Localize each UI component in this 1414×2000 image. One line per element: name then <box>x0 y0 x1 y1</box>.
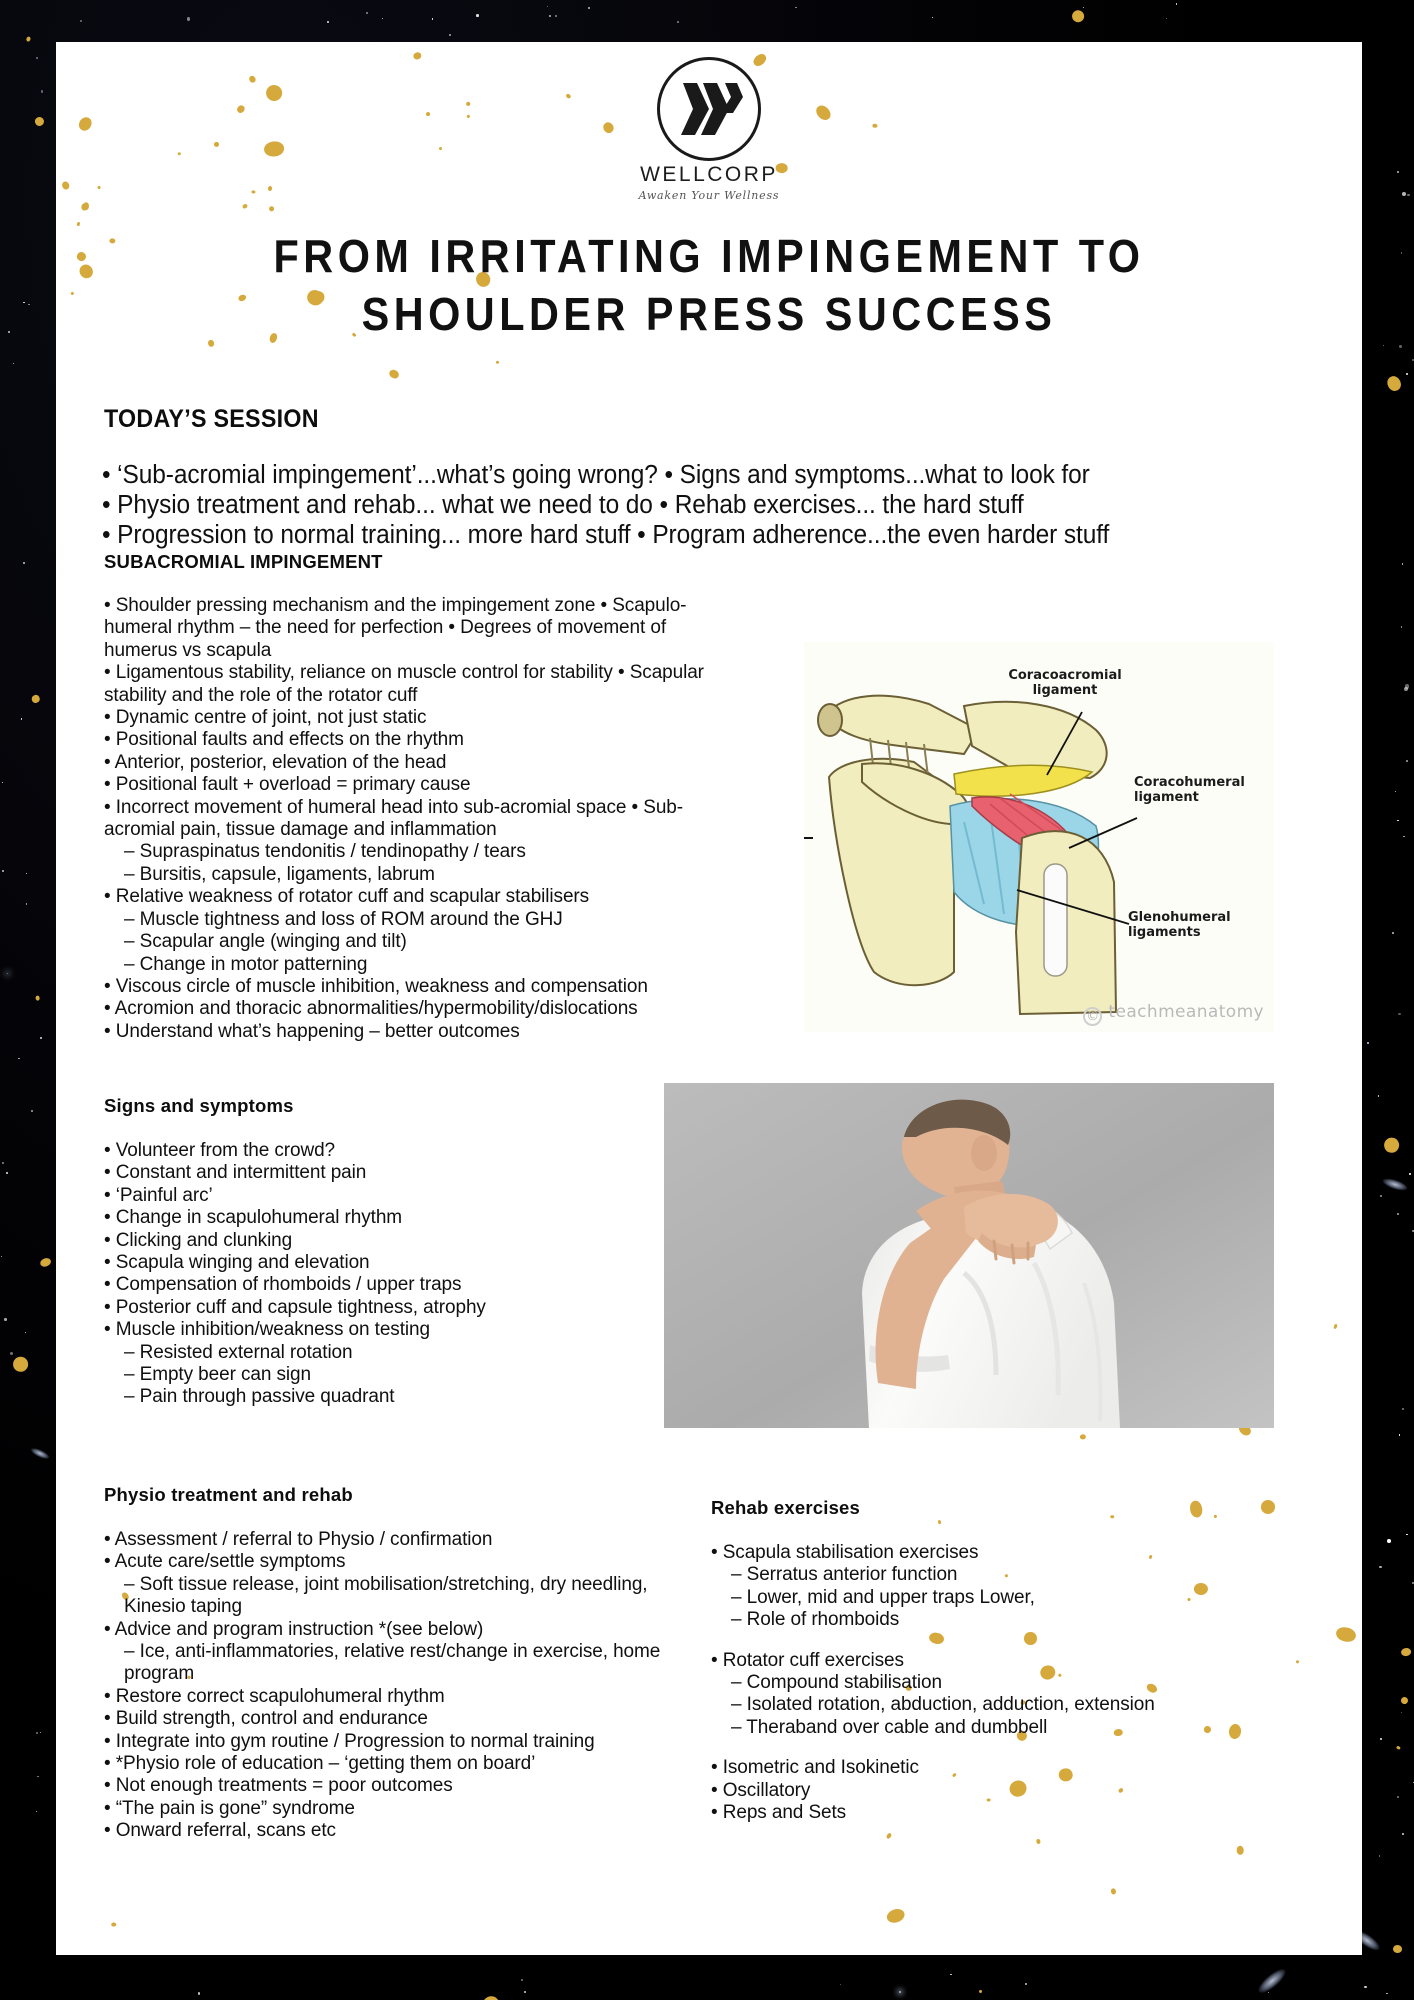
star <box>1025 1983 1027 1985</box>
anatomy-label-glenohumeral: Glenohumeral ligaments <box>1128 910 1231 940</box>
list-spacer <box>711 1632 1311 1650</box>
physio-list-item: • Assessment / referral to Physio / confirmation <box>104 1529 493 1550</box>
session-overview-list <box>102 460 1298 550</box>
subacromial-list-item: – Supraspinatus tendonitis / tendinopathy / tears <box>124 841 526 863</box>
star <box>2 782 3 783</box>
subacromial-list-item: • Incorrect movement of humeral head into sub-acromial space • Sub-acromial pain, tissue damage and inflammation <box>104 796 683 841</box>
session-line: • Progression to normal training... more hard stuff • Program adherence...the even harder stuff <box>102 521 1110 549</box>
subacromial-list-item: • Dynamic centre of joint, not just static <box>104 707 427 729</box>
brand-tagline: Awaken Your Wellness <box>638 189 780 202</box>
star <box>1367 1042 1369 1044</box>
star <box>1403 836 1405 838</box>
star <box>1166 18 1167 19</box>
star <box>1364 1986 1366 1988</box>
subacromial-heading: SUBACROMIAL IMPINGEMENT <box>104 551 383 572</box>
galaxy <box>1255 1965 1289 1996</box>
signs-list-item: • ‘Painful arc’ <box>104 1184 213 1206</box>
star <box>80 20 82 22</box>
star <box>950 1974 951 1975</box>
star <box>1397 1213 1399 1215</box>
subacromial-list-item: – Change in motor patterning <box>124 953 368 975</box>
star <box>1380 1195 1382 1197</box>
star <box>23 302 24 303</box>
physio-heading: Physio treatment and rehab <box>104 1484 353 1505</box>
brand-logo <box>56 57 1362 202</box>
physio-list-item: • Build strength, control and endurance <box>104 1708 428 1730</box>
physio-list-item: • “The pain is gone” syndrome <box>104 1797 355 1819</box>
gold-confetti-dot <box>885 1833 892 1840</box>
rehab-list-item: – Compound stabilisation <box>731 1672 942 1694</box>
gold-confetti-dot <box>1335 1626 1357 1644</box>
signs-list-item: • Scapula winging and elevation <box>104 1252 370 1274</box>
star <box>13 363 14 364</box>
star <box>36 1811 37 1812</box>
star <box>524 1991 526 1993</box>
star <box>187 17 191 21</box>
page-title-line-1: FROM IRRITATING IMPINGEMENT TO <box>273 230 1145 282</box>
gold-confetti-dot <box>1385 374 1403 393</box>
gold-confetti-dot <box>885 1907 906 1925</box>
signs-list-item: – Pain through passive quadrant <box>124 1386 395 1408</box>
gold-confetti-dot <box>31 694 40 703</box>
subacromial-list-item: – Scapular angle (winging and tilt) <box>124 931 407 953</box>
star <box>1402 1408 1404 1410</box>
rehab-heading: Rehab exercises <box>711 1497 861 1518</box>
gold-confetti-dot <box>81 203 87 210</box>
star <box>432 18 433 19</box>
star <box>1383 345 1384 346</box>
gold-confetti-dot <box>242 203 248 209</box>
gold-confetti-dot <box>1110 1515 1114 1518</box>
gold-confetti-dot <box>495 361 499 365</box>
signs-list-item: – Resisted external rotation <box>124 1341 353 1363</box>
star <box>31 1110 33 1112</box>
physio-list-item: • Not enough treatments = poor outcomes <box>104 1775 453 1797</box>
subacromial-list-item: • Relative weakness of rotator cuff and scapular stabilisers <box>104 886 590 908</box>
star <box>1407 194 1410 197</box>
gold-confetti-dot <box>13 1356 29 1372</box>
star <box>549 15 551 17</box>
gold-confetti-dot <box>1333 1323 1338 1329</box>
star <box>899 1991 901 1993</box>
signs-list-item: • Clicking and clunking <box>104 1229 293 1251</box>
physio-list-item: • Advice and program instruction *(see below) <box>104 1618 484 1640</box>
star <box>40 1732 42 1734</box>
gold-confetti-dot <box>1110 1888 1116 1895</box>
star <box>1402 563 1404 565</box>
gold-confetti-dot <box>39 1256 52 1268</box>
star <box>1379 1566 1382 1569</box>
galaxy <box>1381 1176 1409 1193</box>
gold-confetti-dot <box>479 1993 502 2000</box>
star <box>18 1058 20 1060</box>
rehab-list-item: – Lower, mid and upper traps Lower, <box>731 1586 1035 1608</box>
star <box>547 6 548 7</box>
copyright-icon: © <box>1083 1007 1102 1026</box>
star <box>1395 791 1396 792</box>
star <box>1397 1796 1399 1798</box>
gold-confetti-dot <box>979 1990 983 1994</box>
star <box>1406 373 1408 375</box>
star <box>1401 252 1403 254</box>
gold-confetti-dot <box>76 222 79 226</box>
gold-confetti-dot <box>1401 1647 1412 1656</box>
star <box>36 1732 38 1734</box>
subacromial-list-item: • Shoulder pressing mechanism and the impingement zone • Scapulo-humeral rhythm – the need for perfection • Degrees of movement of humerus vs scapula <box>104 595 687 661</box>
gold-confetti-dot <box>1035 1838 1040 1844</box>
subacromial-list-item: – Muscle tightness and loss of ROM around the GHJ <box>124 908 563 930</box>
star <box>1406 1534 1408 1536</box>
anatomy-label-coracoacromial: Coracoacromial ligament <box>1008 668 1122 698</box>
star <box>1397 820 1399 822</box>
star <box>1398 1013 1401 1016</box>
gold-confetti-dot <box>1396 1745 1401 1749</box>
star <box>1404 687 1408 691</box>
session-line: • Physio treatment and rehab... what we need to do • Rehab exercises... the hard stuff <box>102 491 1024 519</box>
star <box>1380 1738 1382 1740</box>
star <box>795 7 797 9</box>
gold-confetti-dot <box>1392 1945 1401 1953</box>
rehab-list-item: • Rotator cuff exercises <box>711 1649 904 1671</box>
star <box>1379 1855 1381 1857</box>
star <box>4 1318 7 1321</box>
gold-confetti-dot <box>1189 1500 1204 1518</box>
star <box>1392 932 1394 934</box>
gold-confetti-dot <box>1080 1433 1086 1439</box>
signs-list-item: – Empty beer can sign <box>124 1364 311 1386</box>
signs-list-item: • Compensation of rhomboids / upper traps <box>104 1274 462 1296</box>
gold-confetti-dot <box>1261 1499 1276 1513</box>
anatomy-watermark <box>1083 1002 1264 1026</box>
star <box>7 973 8 974</box>
subacromial-list-item: • Positional faults and effects on the rhythm <box>104 729 464 751</box>
physio-list-item: • Integrate into gym routine / Progression to normal training <box>104 1730 595 1752</box>
star <box>1399 345 1402 348</box>
rehab-list-item: – Role of rhomboids <box>731 1609 900 1631</box>
rehab-list <box>711 1542 1311 1824</box>
session-heading: TODAY’S SESSION <box>104 405 319 433</box>
signs-list-item: • Constant and intermittent pain <box>104 1162 367 1184</box>
star <box>6 1172 9 1175</box>
page-title-line-2: SHOULDER PRESS SUCCESS <box>361 288 1057 340</box>
rehab-list-item: • Scapula stabilisation exercises <box>711 1542 979 1563</box>
star <box>327 21 329 23</box>
subacromial-list-item: • Ligamentous stability, reliance on muscle control for stability • Scapular stability and the role of the rotator cuff <box>104 662 704 706</box>
physio-list-item: – Soft tissue release, joint mobilisation/stretching, dry needling, Kinesio taping <box>124 1573 648 1618</box>
signs-list-item: • Volunteer from the crowd? <box>104 1140 336 1161</box>
galaxy <box>29 1446 50 1461</box>
subacromial-list-item: • Acromion and thoracic abnormalities/hypermobility/dislocations <box>104 998 638 1020</box>
star <box>1176 3 1177 4</box>
star <box>677 21 679 23</box>
star <box>1402 192 1406 196</box>
star <box>1 1256 2 1257</box>
star <box>932 17 933 18</box>
signs-list <box>104 1140 664 1409</box>
rehab-list-item: – Serratus anterior function <box>731 1564 958 1586</box>
star <box>198 1992 201 1995</box>
star <box>449 34 451 36</box>
shoulder-pain-photo <box>664 1083 1274 1428</box>
star <box>26 873 27 874</box>
star <box>1402 1833 1404 1835</box>
star <box>1386 1993 1388 1995</box>
star <box>41 90 43 92</box>
star <box>1401 626 1403 628</box>
brand-name: WELLCORP <box>640 163 778 186</box>
gold-confetti-dot <box>35 995 40 1000</box>
star <box>40 1037 42 1039</box>
star <box>1397 171 1399 173</box>
star <box>1412 359 1414 361</box>
rehab-list-item: • Oscillatory <box>711 1779 811 1801</box>
star <box>21 718 23 720</box>
star <box>476 14 479 17</box>
gold-confetti-dot <box>77 262 96 281</box>
star <box>28 304 29 305</box>
gold-confetti-dot <box>109 238 115 244</box>
star <box>521 1979 523 1981</box>
list-spacer <box>711 1739 1311 1757</box>
rehab-list-item: • Reps and Sets <box>711 1802 847 1824</box>
rehab-list-item: • Isometric and Isokinetic <box>711 1757 919 1779</box>
signs-list-item: • Muscle inhibition/weakness on testing <box>104 1319 430 1341</box>
anatomy-label-coracohumeral: Coracohumeral ligament <box>1134 775 1245 805</box>
anatomy-watermark-text: teachmeanatomy <box>1108 1002 1264 1022</box>
physio-list-item: • Acute care/settle symptoms <box>104 1551 346 1573</box>
subacromial-list-item: – Bursitis, capsule, ligaments, labrum <box>124 863 435 885</box>
star <box>366 12 368 14</box>
gold-confetti-dot <box>1069 7 1086 24</box>
star <box>1387 1539 1391 1543</box>
star <box>10 1352 13 1355</box>
wellcorp-w-mark-icon <box>657 57 761 161</box>
star <box>1399 1434 1401 1436</box>
subacromial-list-item: • Positional fault + overload = primary cause <box>104 774 471 796</box>
star <box>26 903 27 904</box>
gold-confetti-dot <box>111 1922 116 1926</box>
gold-confetti-dot <box>937 1520 941 1525</box>
physio-list-item: • *Physio role of education – ‘getting them on board’ <box>104 1753 536 1775</box>
star <box>1378 1095 1379 1096</box>
star <box>382 18 383 19</box>
star <box>25 1332 27 1334</box>
subacromial-list-item: • Understand what’s happening – better outcomes <box>104 1020 520 1042</box>
session-line: • ‘Sub-acromial impingement’...what’s going wrong? • Signs and symptoms...what to look for <box>102 461 1090 489</box>
logo-w-glyph-icon <box>657 57 761 161</box>
shoulder-anatomy-figure <box>804 642 1274 1032</box>
subacromial-list <box>104 595 744 1043</box>
star <box>1406 760 1408 762</box>
physio-list-item: • Restore correct scapulohumeral rhythm <box>104 1685 445 1707</box>
gold-confetti-dot <box>1237 1846 1244 1855</box>
shoulder-anatomy-illustration <box>804 642 1274 1032</box>
rehab-list-item: – Theraband over cable and dumbbell <box>731 1716 1048 1738</box>
star <box>37 1776 38 1777</box>
star <box>1268 1992 1269 1993</box>
gold-confetti-dot <box>1213 1515 1217 1519</box>
shoulder-pain-illustration <box>664 1083 1274 1428</box>
subacromial-list-item: • Viscous circle of muscle inhibition, weakness and compensation <box>104 975 648 997</box>
star <box>588 7 590 9</box>
gold-confetti-dot <box>1383 1136 1400 1153</box>
signs-heading: Signs and symptoms <box>104 1095 294 1116</box>
star <box>23 562 26 565</box>
gold-confetti-dot <box>75 251 86 262</box>
physio-list-item: • Onward referral, scans etc <box>104 1820 336 1842</box>
physio-list-item: – Ice, anti-inflammatories, relative rest/change in exercise, home program <box>124 1641 661 1685</box>
signs-list-item: • Change in scapulohumeral rhythm <box>104 1207 403 1229</box>
gold-confetti-dot <box>71 292 75 296</box>
star <box>1401 1712 1402 1713</box>
star <box>8 331 10 333</box>
star <box>2 1162 4 1164</box>
star <box>2 870 4 872</box>
gold-confetti-dot <box>387 368 400 380</box>
star <box>1409 1173 1410 1174</box>
star <box>840 1984 841 1985</box>
gold-confetti-dot <box>33 116 46 129</box>
gold-confetti-dot <box>268 205 275 212</box>
star <box>1083 7 1085 9</box>
gold-confetti-dot <box>25 36 31 42</box>
gold-confetti-dot <box>1399 1695 1409 1705</box>
signs-list-item: • Posterior cuff and capsule tightness, atrophy <box>104 1296 486 1318</box>
physio-list <box>104 1529 664 1843</box>
star <box>36 57 38 59</box>
star <box>555 15 557 17</box>
rehab-list-item: – Isolated rotation, abduction, adduction, extension <box>731 1694 1155 1716</box>
page-title <box>175 227 1242 343</box>
poster-page <box>56 42 1362 1955</box>
subacromial-list-item: • Anterior, posterior, elevation of the head <box>104 751 447 773</box>
